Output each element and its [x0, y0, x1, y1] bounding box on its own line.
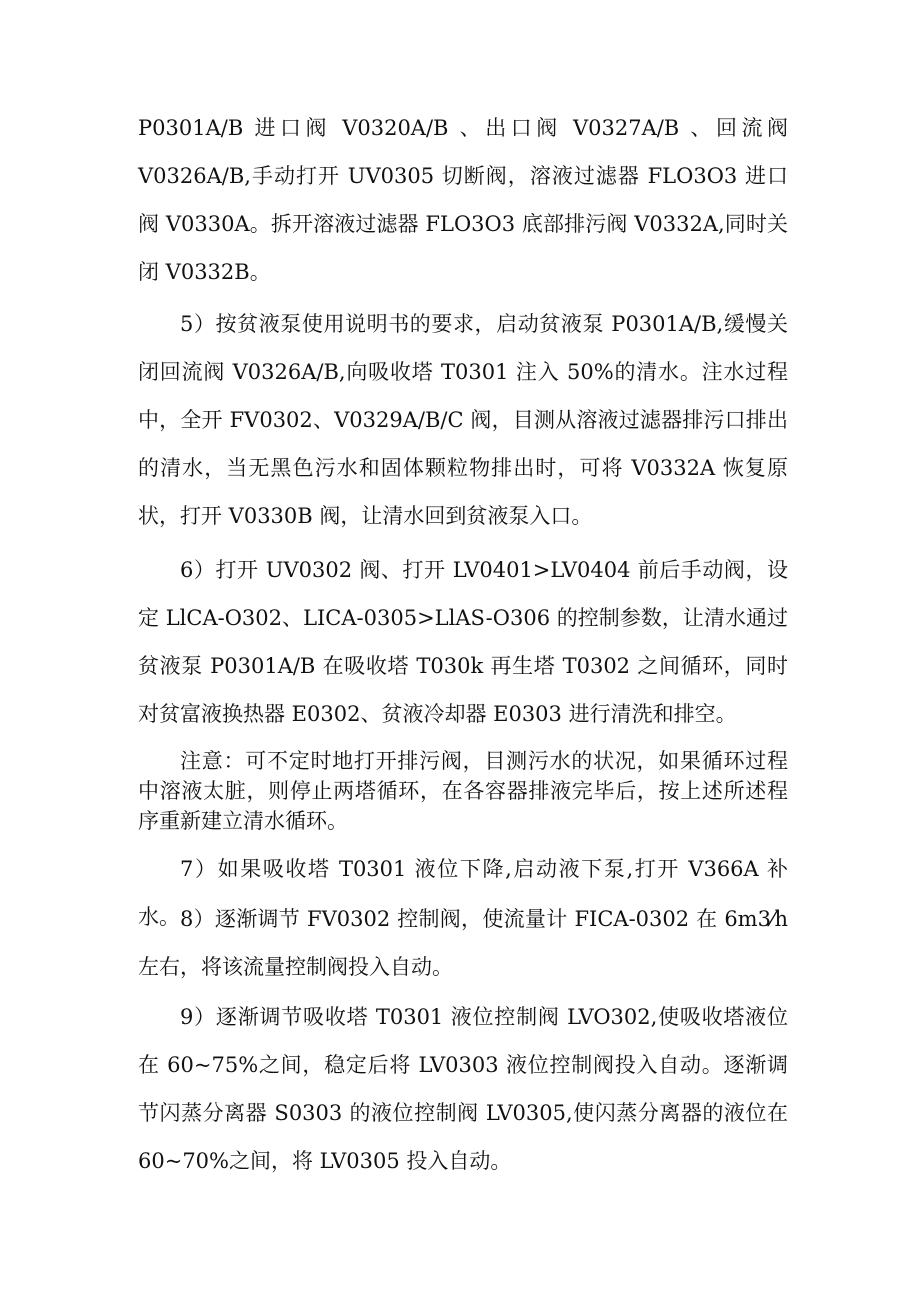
paragraph-step-8: 8）逐渐调节 FV0302 控制阀，使流量计 FICA-0302 在 6m3⁄h 左右，将该流量控制阀投入自动。	[138, 907, 788, 979]
paragraph-step-5: 5）按贫液泵使用说明书的要求，启动贫液泵 P0301A/B,缓慢关闭回流阀 V0326A/B,向吸收塔 T0301 注入 50%的清水。注水过程中，全开 FV0302、V0329A/B/C 阀，目测从溶液过滤器排污口排出的清水，当无黑色污水和固体颗粒物排出时，可将 V0332A 恢复原状，打开 V0330B 阀，让清水回到贫液泵入口。	[138, 312, 788, 528]
paragraph-step-9: 9）逐渐调节吸收塔 T0301 液位控制阀 LVO302,使吸收塔液位在 60~75%之间，稳定后将 LV0303 液位控制阀投入自动。逐渐调节闪蒸分离器 S0303 的液位控制阀 LV0305,使闪蒸分离器的液位在 60~70%之间，将 LV0305 投入自动。	[138, 1005, 788, 1173]
paragraph-step-7: 7）如果吸收塔 T0301 液位下降,启动液下泵,打开 V366A 补水。	[138, 857, 788, 929]
paragraph-valve-setup: P0301A/B 进口阀 V0320A/B 、出口阀 V0327A/B 、回流阀 V0326A/B,手动打开 UV0305 切断阀，溶液过滤器 FLO3O3 进口阀 V0330A。拆开溶液过滤器 FLO3O3 底部排污阀 V0332A,同时关闭 V0332B。	[138, 116, 788, 284]
paragraph-note: 注意：可不定时地打开排污阀，目测污水的状况，如果循环过程中溶液太脏，则停止两塔循环，在各容器排液完毕后，按上述所述程序重新建立清水循环。	[138, 749, 788, 833]
paragraph-step-6: 6）打开 UV0302 阀、打开 LV0401>LV0404 前后手动阀，设定 LlCA-O302、LICA-0305>LlAS-O306 的控制参数，让清水通过贫液泵 P0301A/B 在吸收塔 T030k 再生塔 T0302 之间循环，同时对贫富液换热器 E0302、贫液冷却器 E0303 进行清洗和排空。	[138, 558, 788, 726]
